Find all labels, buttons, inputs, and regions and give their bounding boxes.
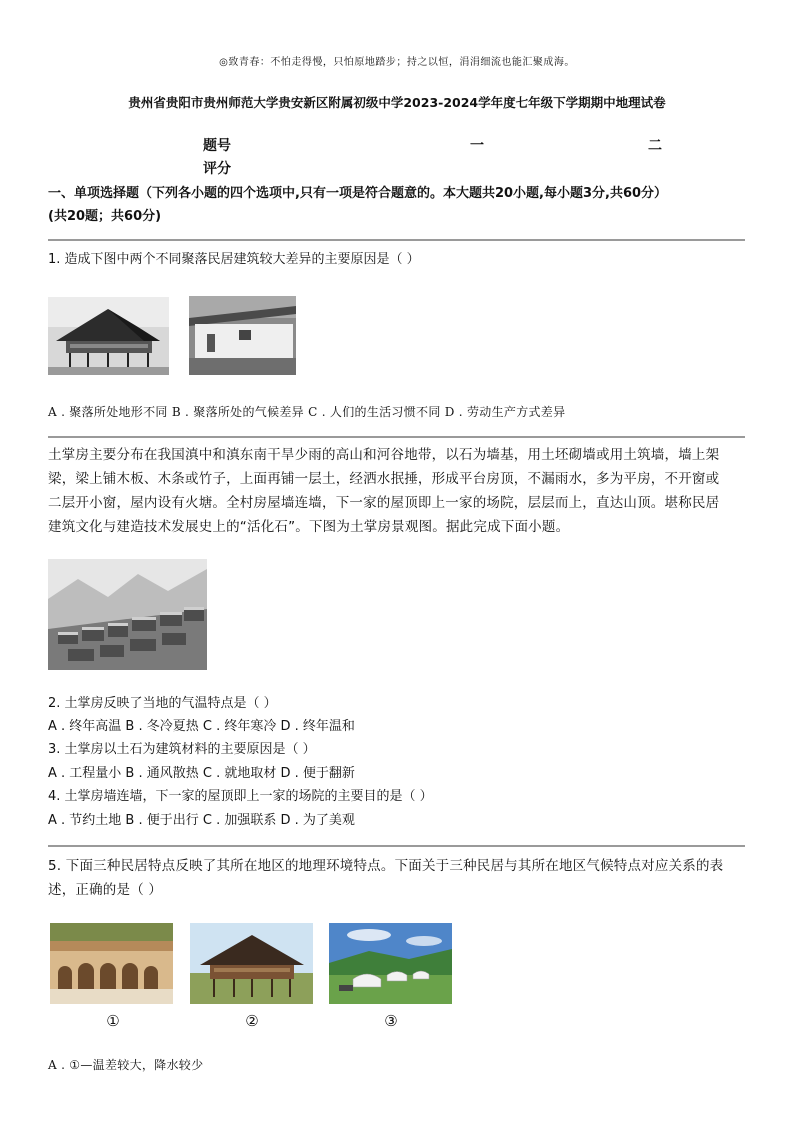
passage bbox=[48, 443, 748, 539]
question-2-stem: 2. 土掌房反映了当地的气温特点是（ ） bbox=[48, 696, 277, 711]
stilt-house-photo bbox=[48, 297, 169, 375]
question-5-stem bbox=[48, 854, 748, 902]
motto: ◎致青春：不怕走得慢，只怕原地踏步；持之以恒，涓涓细流也能汇聚成海。 bbox=[219, 57, 575, 68]
passage-line-2: 梁，梁上铺木板、木条或竹子，上面再铺一层土，经洒水抿捶，形成平台房顶，不漏雨水，多为平房，不开窗或 bbox=[48, 471, 720, 487]
divider bbox=[48, 845, 745, 847]
section-heading: 一、单项选择题（下列各小题的四个选项中,只有一项是符合题意的。本大题共20小题,每小题3分,共60分） bbox=[48, 186, 668, 201]
exam-title: 贵州省贵阳市贵州师范大学贵安新区附属初级中学2023-2024学年度七年级下学期期中地理试卷 bbox=[128, 95, 666, 110]
question-5-option-a: A . ①—温差较大，降水较少 bbox=[48, 1058, 204, 1072]
divider bbox=[48, 436, 745, 438]
photo-caption-3: ③ bbox=[384, 1012, 398, 1030]
score-col-1: 一 bbox=[470, 138, 484, 154]
score-col-2: 二 bbox=[648, 138, 662, 154]
question-1-stem: 1. 造成下图中两个不同聚落民居建筑较大差异的主要原因是（ ） bbox=[48, 252, 420, 267]
score-row-label-score: 评分 bbox=[203, 161, 231, 177]
divider bbox=[48, 239, 745, 241]
passage-line-3: 二层开小窗，屋内设有火塘。全村房屋墙连墙，下一家的屋顶即上一家的场院，层层而上，直达山顶。堪称民居 bbox=[48, 495, 720, 511]
cave-dwelling-photo bbox=[50, 923, 173, 1004]
score-row-label-number: 题号 bbox=[203, 138, 231, 154]
question-3-options: A . 工程量小 B . 通风散热 C . 就地取材 D . 便于翻新 bbox=[48, 766, 355, 781]
section-subheading: (共20题；共60分) bbox=[48, 209, 162, 224]
passage-line-4: 建筑文化与建造技术发展史上的“活化石”。下图为土掌房景观图。据此完成下面小题。 bbox=[48, 519, 570, 535]
question-5-stem-line-2: 述，正确的是（ ） bbox=[48, 882, 163, 898]
flat-roof-house-photo bbox=[189, 296, 296, 375]
bamboo-house-photo bbox=[190, 923, 313, 1004]
tuzhang-house-photo bbox=[48, 559, 207, 670]
question-2-options: A . 终年高温 B . 冬冷夏热 C . 终年寒冷 D . 终年温和 bbox=[48, 719, 355, 734]
question-1-options: A . 聚落所处地形不同 B . 聚落所处的气候差异 C . 人们的生活习惯不同 D . 劳动生产方式差异 bbox=[48, 405, 566, 419]
photo-caption-2: ② bbox=[245, 1012, 259, 1030]
yurt-photo bbox=[329, 923, 452, 1004]
question-4-options: A . 节约土地 B . 便于出行 C . 加强联系 D . 为了美观 bbox=[48, 813, 355, 828]
question-4-stem: 4. 土掌房墙连墙，下一家的屋顶即上一家的场院的主要目的是（ ） bbox=[48, 789, 433, 804]
question-3-stem: 3. 土掌房以土石为建筑材料的主要原因是（ ） bbox=[48, 742, 316, 757]
photo-caption-1: ① bbox=[106, 1012, 120, 1030]
passage-line-1: 土掌房主要分布在我国滇中和滇东南干旱少雨的高山和河谷地带，以石为墙基，用土坯砌墙或用土筑墙，墙上架 bbox=[48, 447, 720, 463]
question-5-stem-line-1: 5. 下面三种民居特点反映了其所在地区的地理环境特点。下面关于三种民居与其所在地区气候特点对应关系的表 bbox=[48, 858, 724, 874]
